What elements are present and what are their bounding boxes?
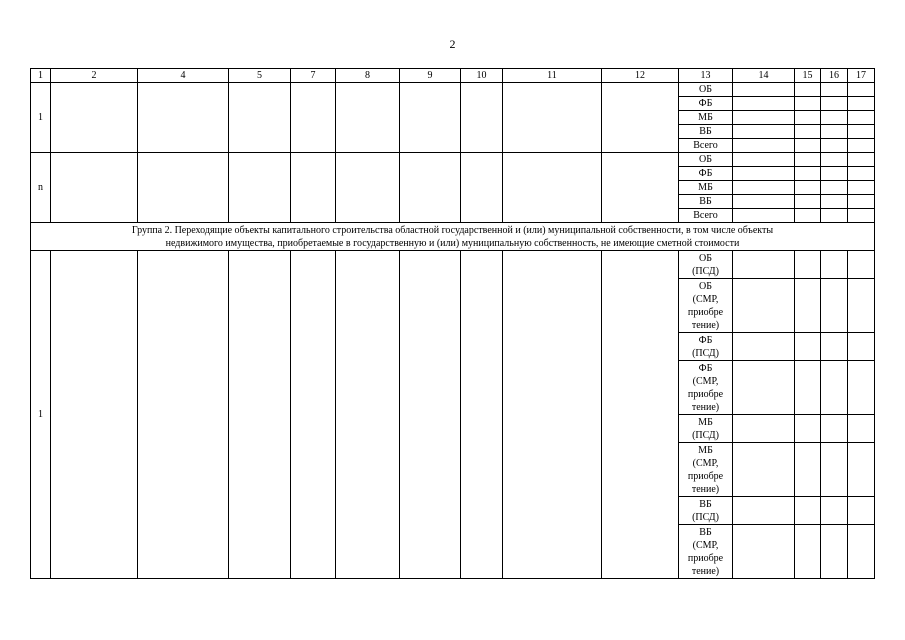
empty-cell xyxy=(138,83,229,153)
empty-cell xyxy=(821,181,848,195)
empty-cell xyxy=(291,83,336,153)
empty-cell xyxy=(795,139,821,153)
empty-cell xyxy=(795,153,821,167)
column-header: 4 xyxy=(138,69,229,83)
group-title-row xyxy=(31,223,875,251)
column-header: 1 xyxy=(31,69,51,83)
column-header: 13 xyxy=(679,69,733,83)
group-title-line: Группа 2. Переходящие объекты капитального строительства областной государственной и (или) муниципальной собственности, в том числе объекты xyxy=(131,224,774,236)
empty-cell xyxy=(400,153,461,223)
empty-cell xyxy=(51,83,138,153)
empty-cell xyxy=(848,333,875,361)
empty-cell xyxy=(821,125,848,139)
funding-source-line: (ПСД) xyxy=(692,429,719,441)
empty-cell xyxy=(461,83,503,153)
empty-cell xyxy=(848,279,875,333)
empty-cell xyxy=(795,97,821,111)
empty-cell xyxy=(336,83,400,153)
empty-cell xyxy=(848,153,875,167)
empty-cell xyxy=(733,125,795,139)
column-header: 16 xyxy=(821,69,848,83)
empty-cell xyxy=(795,333,821,361)
funding-source-line: МБ xyxy=(698,416,713,428)
table-row xyxy=(31,153,875,167)
row-number: n xyxy=(31,153,51,223)
empty-cell xyxy=(848,415,875,443)
funding-source: ФБ xyxy=(679,97,733,111)
funding-source xyxy=(679,415,733,443)
empty-cell xyxy=(229,251,291,579)
table-row xyxy=(31,251,875,279)
empty-cell xyxy=(795,111,821,125)
empty-cell xyxy=(400,83,461,153)
empty-cell xyxy=(821,333,848,361)
empty-cell xyxy=(795,497,821,525)
empty-cell xyxy=(848,251,875,279)
empty-cell xyxy=(848,111,875,125)
funding-source-line: МБ xyxy=(698,444,713,456)
column-header: 14 xyxy=(733,69,795,83)
empty-cell xyxy=(602,153,679,223)
empty-cell xyxy=(848,443,875,497)
funding-source-line: ОБ xyxy=(699,252,712,264)
empty-cell xyxy=(336,251,400,579)
funding-source: МБ xyxy=(679,181,733,195)
header-row xyxy=(31,69,875,83)
empty-cell xyxy=(795,83,821,97)
funding-source-line: приобре xyxy=(687,306,724,318)
funding-source: Всего xyxy=(679,139,733,153)
empty-cell xyxy=(821,97,848,111)
funding-source-line: ФБ xyxy=(698,362,713,374)
funding-source xyxy=(679,251,733,279)
group-title-line: недвижимого имущества, приобретаемые в государственную и (или) муниципальную собственность, не имеющие сметной стоимости xyxy=(165,237,740,249)
empty-cell xyxy=(821,111,848,125)
funding-source-line: (СМР, xyxy=(692,293,719,305)
empty-cell xyxy=(503,83,602,153)
empty-cell xyxy=(795,415,821,443)
empty-cell xyxy=(848,97,875,111)
empty-cell xyxy=(733,361,795,415)
empty-cell xyxy=(795,181,821,195)
empty-cell xyxy=(733,525,795,579)
empty-cell xyxy=(733,209,795,223)
funding-source-line: тение) xyxy=(691,319,720,331)
empty-cell xyxy=(821,195,848,209)
empty-cell xyxy=(848,195,875,209)
empty-cell xyxy=(733,181,795,195)
funding-source-line: ВБ xyxy=(699,526,712,538)
funding-source-line: приобре xyxy=(687,552,724,564)
empty-cell xyxy=(733,111,795,125)
column-header: 5 xyxy=(229,69,291,83)
empty-cell xyxy=(821,83,848,97)
empty-cell xyxy=(795,209,821,223)
funding-source-line: ФБ xyxy=(698,334,713,346)
column-header: 10 xyxy=(461,69,503,83)
column-header: 2 xyxy=(51,69,138,83)
funding-source xyxy=(679,361,733,415)
funding-source-line: тение) xyxy=(691,401,720,413)
empty-cell xyxy=(848,525,875,579)
empty-cell xyxy=(795,195,821,209)
empty-cell xyxy=(733,279,795,333)
funding-source: МБ xyxy=(679,111,733,125)
empty-cell xyxy=(51,251,138,579)
funding-source xyxy=(679,333,733,361)
funding-source xyxy=(679,443,733,497)
empty-cell xyxy=(138,251,229,579)
empty-cell xyxy=(461,251,503,579)
empty-cell xyxy=(848,497,875,525)
funding-source-line: (СМР, xyxy=(692,375,719,387)
column-header: 11 xyxy=(503,69,602,83)
funding-source-line: приобре xyxy=(687,388,724,400)
empty-cell xyxy=(821,525,848,579)
empty-cell xyxy=(821,209,848,223)
row-number: 1 xyxy=(31,251,51,579)
column-header: 15 xyxy=(795,69,821,83)
table-row xyxy=(31,83,875,97)
empty-cell xyxy=(602,251,679,579)
empty-cell xyxy=(795,361,821,415)
empty-cell xyxy=(400,251,461,579)
empty-cell xyxy=(821,415,848,443)
column-header: 17 xyxy=(848,69,875,83)
empty-cell xyxy=(848,181,875,195)
empty-cell xyxy=(291,251,336,579)
funding-source-line: (ПСД) xyxy=(692,511,719,523)
funding-source-line: приобре xyxy=(687,470,724,482)
funding-source xyxy=(679,497,733,525)
empty-cell xyxy=(733,139,795,153)
empty-cell xyxy=(733,443,795,497)
empty-cell xyxy=(733,251,795,279)
column-header: 9 xyxy=(400,69,461,83)
column-header: 7 xyxy=(291,69,336,83)
empty-cell xyxy=(733,153,795,167)
empty-cell xyxy=(821,139,848,153)
empty-cell xyxy=(848,139,875,153)
empty-cell xyxy=(848,209,875,223)
empty-cell xyxy=(733,195,795,209)
empty-cell xyxy=(229,83,291,153)
empty-cell xyxy=(733,333,795,361)
empty-cell xyxy=(795,125,821,139)
empty-cell xyxy=(733,83,795,97)
empty-cell xyxy=(602,83,679,153)
empty-cell xyxy=(461,153,503,223)
empty-cell xyxy=(821,361,848,415)
column-header: 8 xyxy=(336,69,400,83)
empty-cell xyxy=(51,153,138,223)
empty-cell xyxy=(336,153,400,223)
group-title xyxy=(31,223,875,251)
empty-cell xyxy=(821,251,848,279)
empty-cell xyxy=(795,525,821,579)
empty-cell xyxy=(138,153,229,223)
empty-cell xyxy=(848,167,875,181)
funding-source-line: тение) xyxy=(691,483,720,495)
column-header: 12 xyxy=(602,69,679,83)
empty-cell xyxy=(821,153,848,167)
funding-source: ОБ xyxy=(679,153,733,167)
funding-source-line: (ПСД) xyxy=(692,265,719,277)
funding-source-line: ВБ xyxy=(699,498,712,510)
funding-source: ВБ xyxy=(679,195,733,209)
page-number: 2 xyxy=(449,37,456,51)
empty-cell xyxy=(733,415,795,443)
empty-cell xyxy=(503,251,602,579)
row-number: 1 xyxy=(31,83,51,153)
empty-cell xyxy=(229,153,291,223)
funding-source xyxy=(679,525,733,579)
funding-source-line: тение) xyxy=(691,565,720,577)
empty-cell xyxy=(795,443,821,497)
empty-cell xyxy=(821,167,848,181)
funding-source: ФБ xyxy=(679,167,733,181)
empty-cell xyxy=(848,361,875,415)
funding-source: ОБ xyxy=(679,83,733,97)
empty-cell xyxy=(795,279,821,333)
funding-source-line: (ПСД) xyxy=(692,347,719,359)
budget-table xyxy=(30,68,875,579)
funding-source-line: ОБ xyxy=(699,280,712,292)
empty-cell xyxy=(795,251,821,279)
empty-cell xyxy=(733,167,795,181)
empty-cell xyxy=(503,153,602,223)
empty-cell xyxy=(795,167,821,181)
empty-cell xyxy=(291,153,336,223)
empty-cell xyxy=(733,497,795,525)
funding-source: ВБ xyxy=(679,125,733,139)
empty-cell xyxy=(848,125,875,139)
empty-cell xyxy=(733,97,795,111)
funding-source xyxy=(679,279,733,333)
funding-source-line: (СМР, xyxy=(692,539,719,551)
empty-cell xyxy=(821,279,848,333)
funding-source: Всего xyxy=(679,209,733,223)
funding-source-line: (СМР, xyxy=(692,457,719,469)
empty-cell xyxy=(821,443,848,497)
empty-cell xyxy=(821,497,848,525)
empty-cell xyxy=(848,83,875,97)
